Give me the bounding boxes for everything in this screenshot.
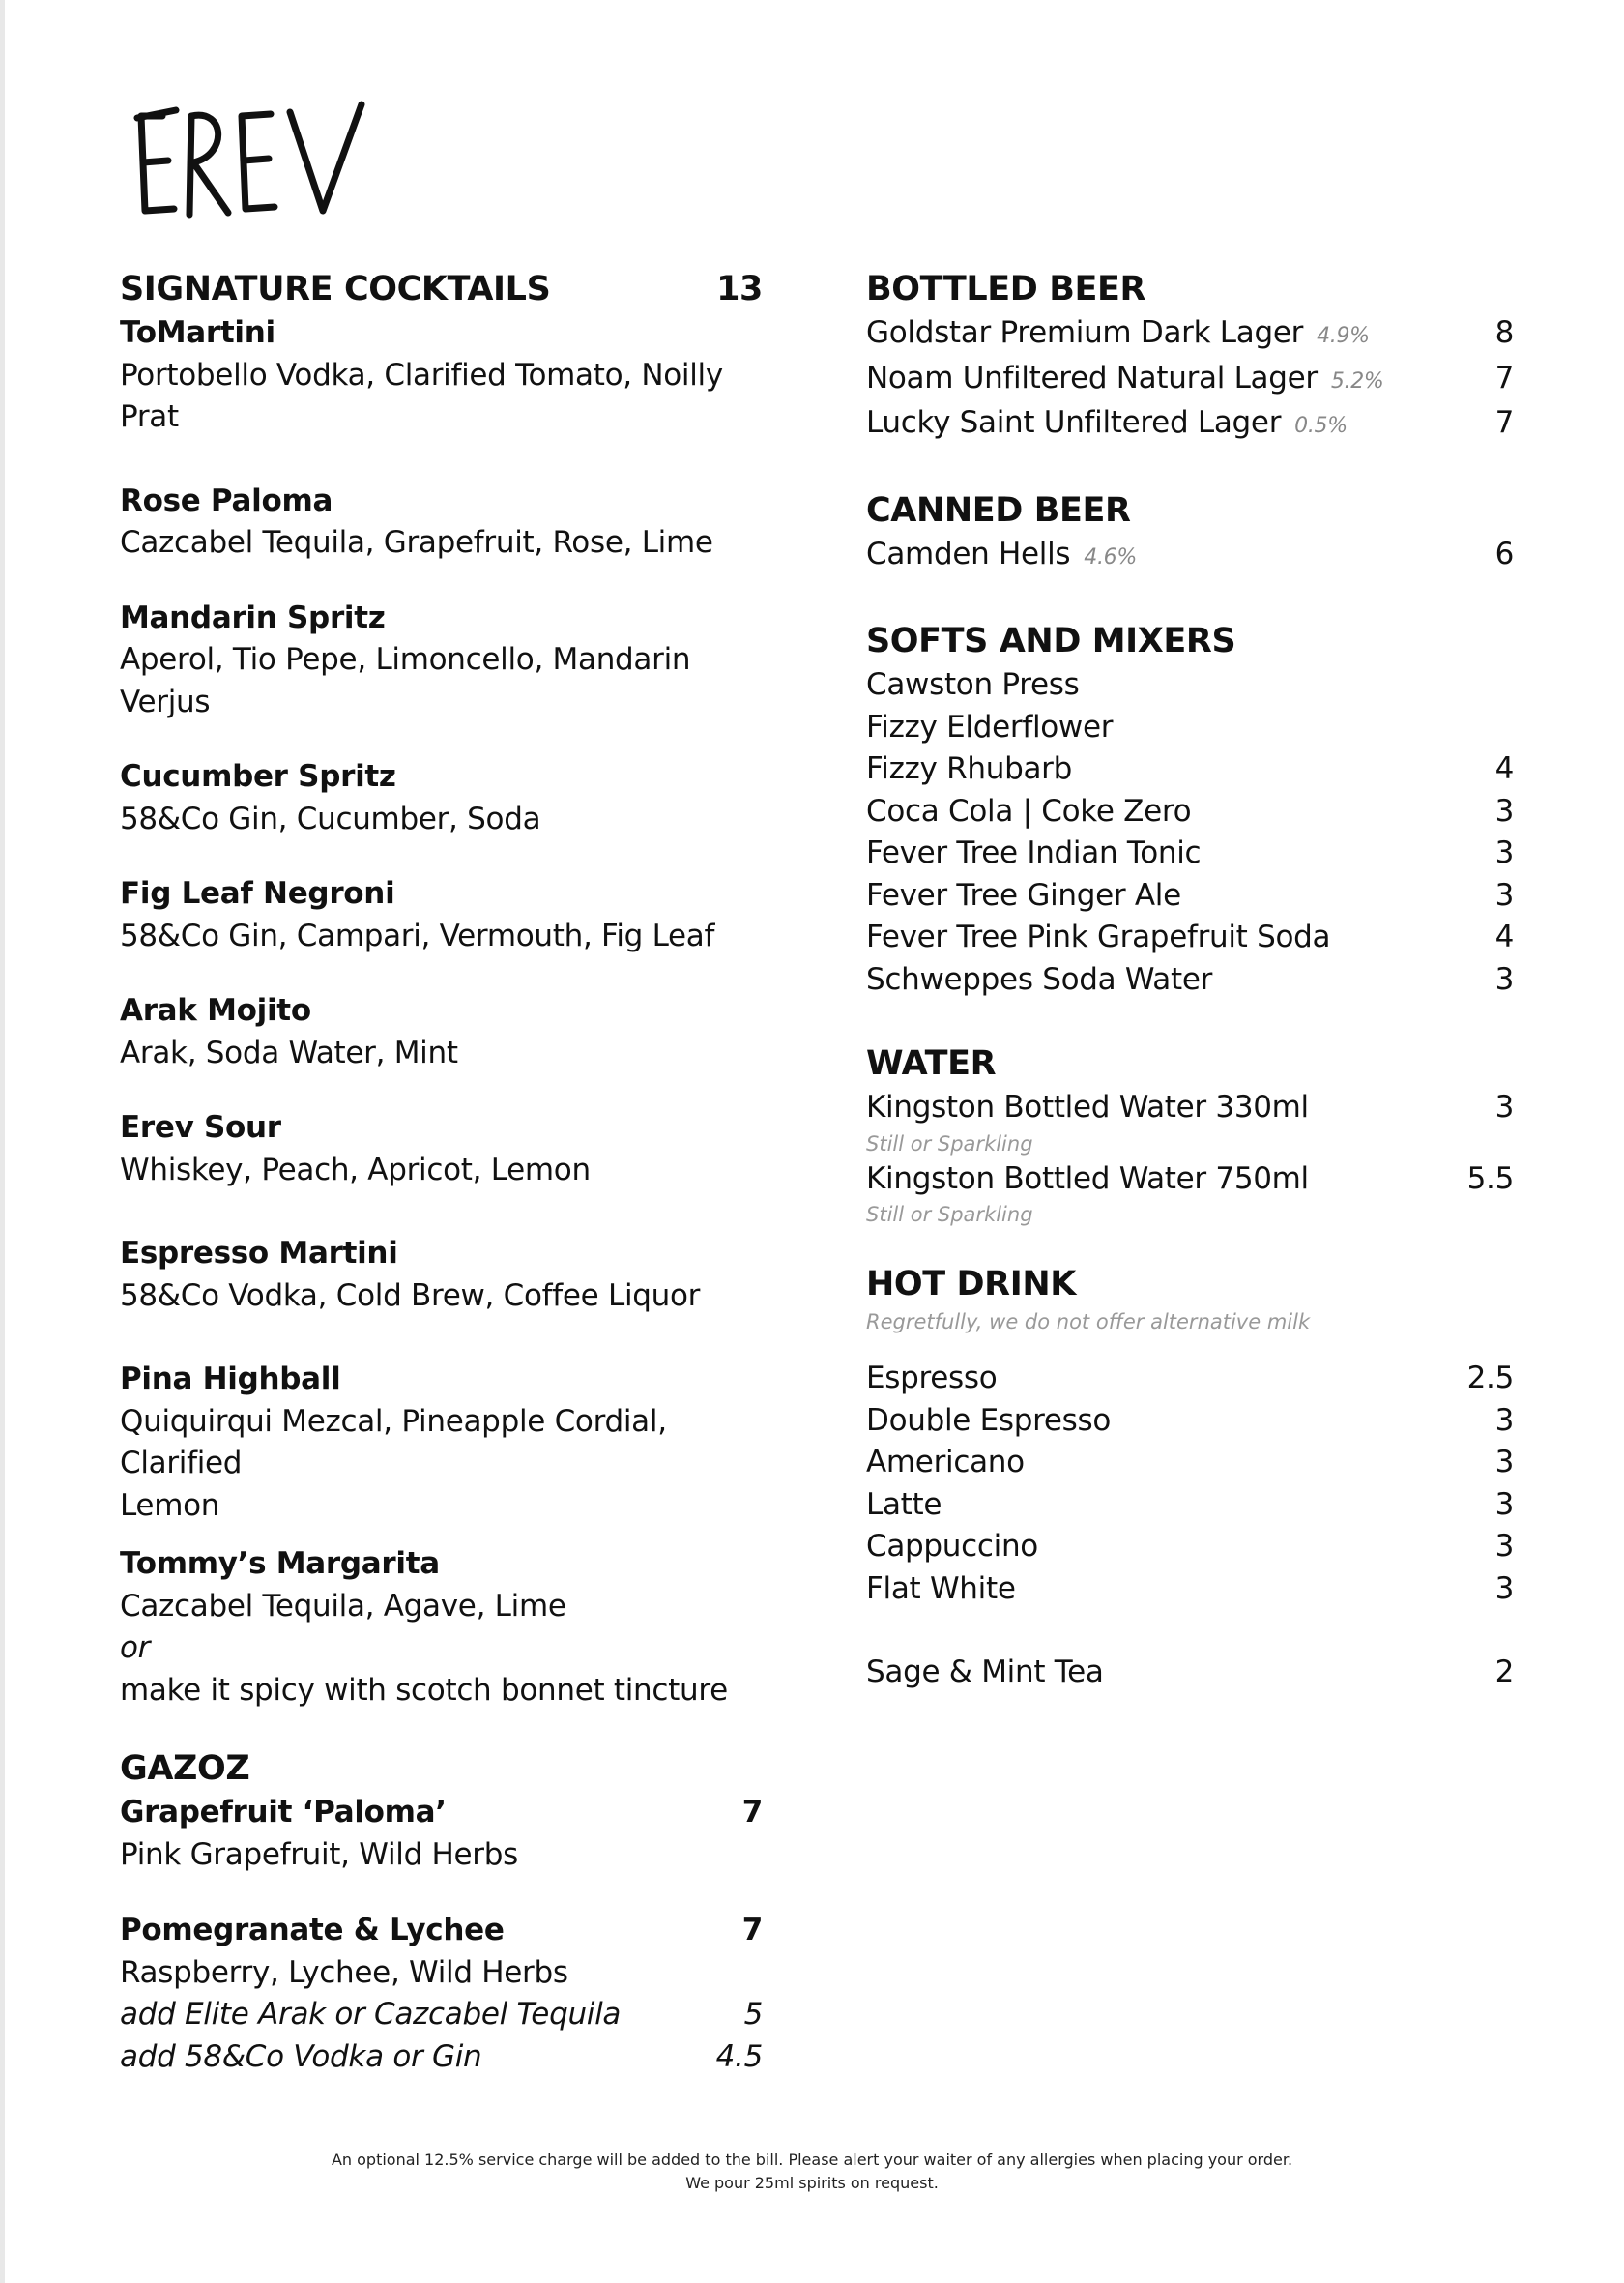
item-name: Espresso Martini [120,1236,398,1271]
item-name: Erev Sour [120,1110,281,1145]
addon-label: add Elite Arak or Cazcabel Tequila [120,1997,622,2032]
item-price: 7 [1494,405,1514,440]
cocktail-item [120,756,763,840]
item-name: Lucky Saint Unfiltered Lager [866,405,1282,440]
section-price: 13 [716,270,763,308]
item-name: Arak Mojito [120,993,311,1028]
item-name: Cucumber Spritz [120,759,396,794]
item-name: Goldstar Premium Dark Lager [866,315,1304,350]
item-name: Noam Unfiltered Natural Lager [866,360,1318,395]
menu-row [866,1400,1514,1443]
item-name: Espresso [866,1361,998,1395]
item-name: Tommy’s Margarita [120,1546,440,1581]
item-name: Double Espresso [866,1402,1112,1438]
water-heading: WATER [866,1044,997,1083]
item-name: Coca Cola | Coke Zero [866,793,1192,829]
item-name: Cappuccino [866,1529,1038,1564]
item-name: Fizzy Rhubarb [866,751,1072,786]
gazoz-item [120,1792,763,1876]
cocktail-item [120,1107,763,1191]
menu-row [866,358,1514,403]
item-name: Fever Tree Ginger Ale [866,877,1181,913]
item-price: 4 [1494,751,1514,786]
menu-row [866,791,1514,834]
item-desc: Cazcabel Tequila, Grapefruit, Rose, Lime [120,525,713,560]
tea-price: 2 [1494,1654,1514,1689]
hot-drink-note: Regretfully, we do not offer alternative milk [866,1310,1311,1333]
menu-row [866,959,1514,1002]
addon-row [120,2036,763,2079]
tea-name: Sage & Mint Tea [866,1654,1104,1689]
item-name: Schweppes Soda Water [866,961,1213,997]
item-abv: 5.2% [1330,368,1384,394]
item-price: 3 [1494,1486,1514,1522]
right-column [866,267,1514,1694]
menu-row [866,1442,1514,1484]
item-variant: make it spicy with scotch bonnet tincture [120,1672,728,1708]
footer-line-1: An optional 12.5% service charge will be added to the bill. Please alert your waiter of any allergies when placing your order. [331,2151,1293,2169]
addon-row [120,1994,763,2036]
item-desc: Arak, Soda Water, Mint [120,1035,458,1070]
item-price: 3 [1494,1570,1514,1606]
menu-row [866,917,1514,959]
item-name: Kingston Bottled Water 750ml [866,1160,1309,1196]
cocktail-item [120,873,763,957]
item-name: Fizzy Elderflower [866,709,1114,745]
item-price: 3 [1494,961,1514,997]
menu-row [866,748,1514,791]
addon-label: add 58&Co Vodka or Gin [120,2038,482,2074]
item-name: Flat White [866,1570,1016,1606]
item-abv: 4.6% [1084,544,1137,570]
section-title: SIGNATURE COCKTAILS [120,270,551,308]
menu-row [866,1087,1514,1129]
item-desc: Cazcabel Tequila, Agave, Lime [120,1588,566,1624]
cocktail-item [120,598,763,724]
item-name: Latte [866,1486,942,1522]
item-name: Kingston Bottled Water 330ml [866,1090,1309,1125]
bottled-beer-heading: BOTTLED BEER [866,270,1146,308]
item-price: 3 [1494,1090,1514,1125]
item-name: Pina Highball [120,1361,341,1396]
erev-logo [133,95,385,230]
item-desc: Whiskey, Peach, Apricot, Lemon [120,1152,591,1187]
item-desc: 58&Co Gin, Cucumber, Soda [120,801,541,836]
menu-row [866,1652,1514,1694]
item-desc: Pink Grapefruit, Wild Herbs [120,1836,518,1872]
item-desc: 58&Co Gin, Campari, Vermouth, Fig Leaf [120,918,715,953]
item-name: ToMartini [120,315,276,350]
menu-row [866,875,1514,918]
menu-row [866,1158,1514,1201]
menu-row [866,664,1514,707]
item-price: 3 [1494,1402,1514,1438]
hot-drink-heading: HOT DRINK [866,1265,1076,1303]
item-desc-cont: Lemon [120,1487,220,1523]
footer-note [0,2149,1624,2195]
item-note: Still or Sparkling [866,1203,1033,1226]
gazoz-item [120,1910,763,1994]
item-price: 5.5 [1466,1160,1514,1196]
item-price: 3 [1494,835,1514,870]
menu-row [866,1484,1514,1527]
item-name: Pomegranate & Lychee [120,1913,505,1947]
item-name: Grapefruit ‘Paloma’ [120,1795,447,1829]
item-name: Rose Paloma [120,483,334,518]
item-price: 8 [1494,315,1514,350]
item-price: 3 [1494,793,1514,829]
item-name: Cawston Press [866,667,1080,702]
gazoz-heading: GAZOZ [120,1749,250,1788]
cocktail-item [120,1233,763,1317]
item-price: 4 [1494,920,1514,954]
menu-row [866,707,1514,749]
cocktail-item [120,1543,763,1712]
item-price: 7 [741,1795,763,1829]
canned-beer-heading: CANNED BEER [866,490,1131,530]
menu-row [866,534,1514,579]
item-price: 6 [1494,536,1514,571]
menu-row [866,1358,1514,1400]
item-desc: Quiquirqui Mezcal, Pineapple Cordial, Clarified [120,1403,667,1480]
item-desc: Raspberry, Lychee, Wild Herbs [120,1954,568,1990]
item-name: Mandarin Spritz [120,600,386,635]
item-note: Still or Sparkling [866,1131,1033,1156]
item-price: 3 [1494,877,1514,913]
item-price: 7 [741,1913,763,1947]
menu-row [866,1568,1514,1611]
item-price: 3 [1494,1445,1514,1479]
item-or: or [120,1630,151,1665]
item-abv: 4.9% [1317,324,1370,348]
item-price: 3 [1494,1529,1514,1564]
item-name: Fig Leaf Negroni [120,876,395,911]
menu-row [866,312,1514,358]
item-name: Americano [866,1445,1025,1479]
cocktail-item [120,481,763,565]
addon-price: 5 [743,1997,763,2032]
item-desc: Portobello Vodka, Clarified Tomato, Noilly Prat [120,357,723,434]
item-desc: 58&Co Vodka, Cold Brew, Coffee Liquor [120,1277,701,1313]
item-name: Fever Tree Pink Grapefruit Soda [866,920,1331,954]
menu-row [866,402,1514,448]
menu-row [866,833,1514,875]
cocktail-item [120,312,763,439]
item-price: 7 [1494,360,1514,395]
left-column [120,267,763,2078]
footer-line-2: We pour 25ml spirits on request. [685,2174,939,2192]
cocktail-item [120,990,763,1074]
item-name: Camden Hells [866,536,1071,571]
signature-heading-row [120,267,763,312]
item-price: 2.5 [1466,1361,1514,1395]
item-abv: 0.5% [1294,414,1348,438]
cocktail-item [120,1359,763,1527]
softs-heading: SOFTS AND MIXERS [866,622,1236,660]
menu-row [866,1526,1514,1568]
item-desc: Aperol, Tio Pepe, Limoncello, Mandarin Verjus [120,642,691,719]
item-name: Fever Tree Indian Tonic [866,835,1202,870]
page-edge [0,0,5,2283]
addon-price: 4.5 [715,2038,763,2074]
